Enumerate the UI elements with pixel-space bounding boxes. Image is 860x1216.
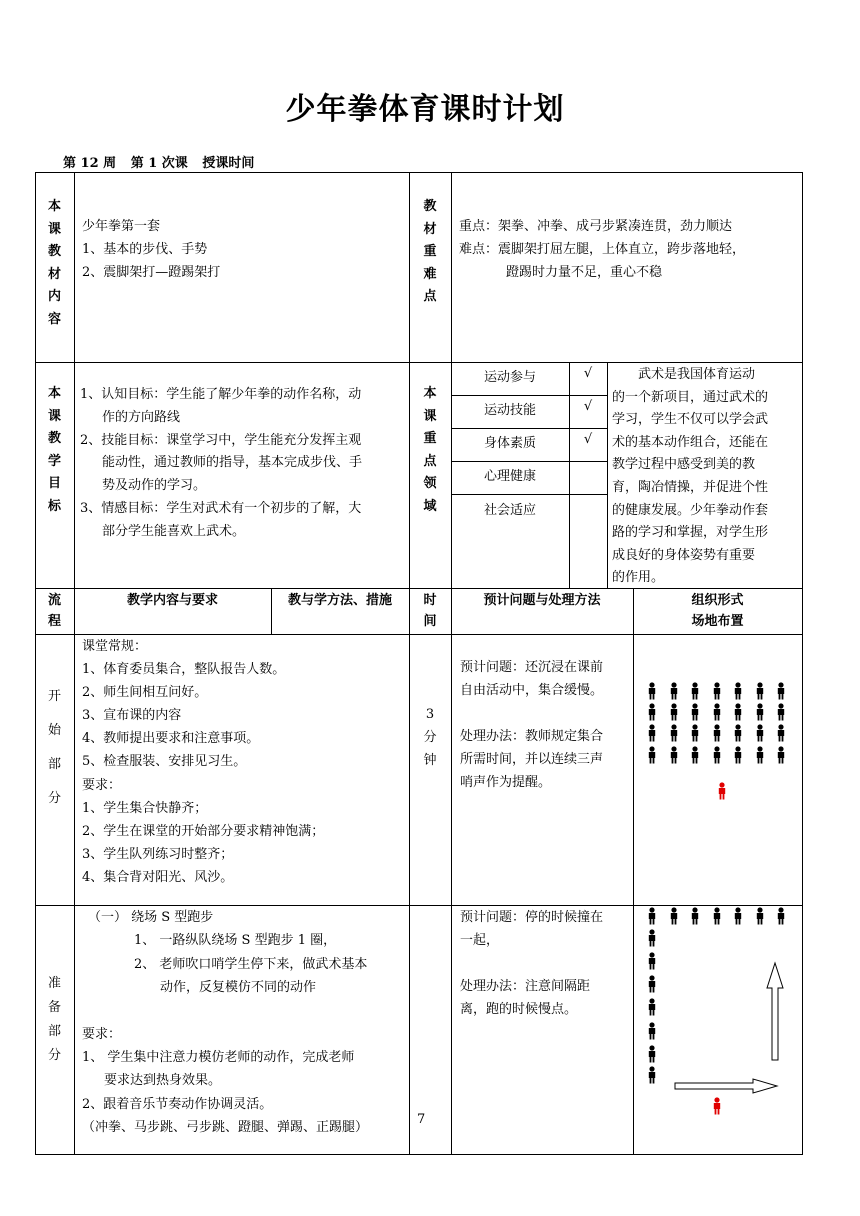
header-org: 组织形式 场地布置: [691, 593, 744, 629]
domain-name: 心理健康: [483, 469, 536, 484]
student-icon: [714, 703, 720, 720]
student-icon: [714, 724, 720, 741]
header-method: 教与学方法、措施: [287, 593, 392, 608]
student-icon: [671, 682, 677, 699]
student-icon: [671, 907, 677, 924]
section-label-prep: 准 备 部 分: [47, 976, 61, 1063]
student-icon: [735, 907, 741, 924]
domain-mark: √: [583, 399, 593, 414]
domain-mark: √: [583, 366, 593, 381]
student-icon: [692, 682, 698, 699]
teacher-icon: [719, 782, 725, 799]
row-label-domains: 本 课 重 点 领 域: [423, 386, 437, 514]
row-label-material: 本 课 教 材 内 容: [47, 199, 61, 327]
material-content: 少年拳第一套 1、基本的步伐、手势 2、震脚架打—蹬踢架打: [82, 219, 221, 280]
student-icon: [714, 746, 720, 763]
student-icon: [671, 724, 677, 741]
domain-name: 身体素质: [483, 436, 536, 451]
student-icon: [649, 929, 655, 946]
time-label: 授课时间: [202, 156, 255, 171]
domain-name: 运动参与: [483, 370, 536, 385]
start-time: 3 分 钟: [423, 707, 437, 768]
header-content: 教学内容与要求: [126, 593, 218, 608]
student-icon: [649, 1066, 655, 1083]
student-icon: [757, 724, 763, 741]
start-problems: 预计问题：还沉浸在课前 自由活动中，集合缓慢。 处理办法：教师规定集合 所需时间，并以连续三声 哨声作为提醒。: [460, 660, 604, 790]
up-arrow-icon: [767, 963, 783, 1060]
teaching-goals: 1、认知目标：学生能了解少年拳的动作名称，动 作的方向路线 2、技能目标：课堂学习中，学生能充分发挥主观 能动性，通过教师的指导，基本完成步伐、手 势及动作的学习。 3、情感目标：学生对武术有一个初步的了解，大 部分学生能喜欢上武术。: [80, 387, 363, 539]
key-points: 重点：架拳、冲拳、成弓步紧凑连贯，劲力顺达 难点：震脚架打屈左腿，上体直立，跨步落地轻， 蹬踢时力量不足，重心不稳: [459, 219, 746, 280]
start-formation-diagram: [633, 635, 802, 905]
student-icon: [649, 998, 655, 1015]
student-icon: [778, 724, 784, 741]
start-content: 课堂常规： 1、体育委员集合，整队报告人数。 2、师生间相互问好。 3、宣布课的内容 4、教师提出要求和注意事项。 5、检查服装、安排见习生。 要求： 1、学生集合快静齐； 2、学生在课堂的开始部分要求精神饱满； 3、学生队列练习时整齐； 4、集合背对阳光、风沙。: [82, 639, 325, 885]
student-icon: [757, 907, 763, 924]
student-icon: [649, 703, 655, 720]
student-icon: [649, 952, 655, 969]
student-icon: [649, 975, 655, 992]
prep-problems: 预计问题：停的时候撞在 一起， 处理办法：注意间隔距 离，跑的时候慢点。: [460, 910, 604, 1017]
student-icon: [735, 682, 741, 699]
student-icon: [671, 746, 677, 763]
student-icon: [649, 907, 655, 924]
student-icon: [671, 703, 677, 720]
student-icon: [757, 703, 763, 720]
student-icon: [714, 907, 720, 924]
domain-description: 武术是我国体育运动 的一个新项目，通过武术的 学习，学生不仅可以学会武 术的基本动作组合，还能在 教学过程中感受到美的教 育，陶冶情操，并促进个性 的健康发展。少年拳动作套 路的学习和掌握，对学生形 成良好的身体姿势有重要 的作用。: [612, 367, 769, 586]
student-icon: [692, 703, 698, 720]
teacher-icon: [714, 1097, 720, 1114]
prep-formation-diagram: [633, 905, 802, 1154]
right-arrow-icon: [675, 1079, 777, 1093]
student-icon: [692, 907, 698, 924]
lesson-label: 第 1 次课: [130, 156, 188, 171]
domain-name: 运动技能: [483, 403, 536, 418]
student-icon: [757, 746, 763, 763]
student-icon: [649, 1022, 655, 1039]
page-title: 少年拳体育课时计划: [285, 92, 565, 127]
student-icon: [735, 703, 741, 720]
student-icon: [692, 724, 698, 741]
section-label-start: 开 始 部 分: [47, 689, 61, 806]
student-icon: [649, 682, 655, 699]
prep-content: （一） 绕场 S 型跑步 1、 一路纵队绕场 S 型跑步 1 圈， 2、 老师吹口哨学生停下来，做武术基本 动作，反复模仿不同的动作 要求： 1、 学生集中注意力模仿老师的动作，完成老师 要求达到热身效果。 2、跟着音乐节奏动作协调灵活。 （冲拳、马步跳、弓步跳、蹬腿、弹踢、正踢腿）: [82, 910, 369, 1136]
lesson-meta: [63, 152, 264, 171]
header-problems: 预计问题与处理方法: [483, 593, 601, 608]
student-icon: [649, 1045, 655, 1062]
student-icon: [778, 746, 784, 763]
student-icon: [649, 746, 655, 763]
week-label: 第 12 周: [63, 156, 117, 171]
row-label-key-points: 教 材 重 难 点: [423, 199, 437, 304]
student-icon: [692, 746, 698, 763]
student-icon: [757, 682, 763, 699]
header-time: 时 间: [423, 593, 437, 629]
student-icon: [735, 746, 741, 763]
prep-time: 7: [417, 1112, 426, 1127]
header-flow: 流 程: [47, 593, 61, 629]
student-icon: [778, 907, 784, 924]
row-label-goals: 本 课 教 学 目 标: [47, 386, 61, 514]
student-icon: [714, 682, 720, 699]
student-icon: [649, 724, 655, 741]
domain-mark: √: [583, 432, 593, 447]
student-icon: [778, 703, 784, 720]
student-icon: [778, 682, 784, 699]
student-icon: [735, 724, 741, 741]
domain-name: 社会适应: [483, 503, 536, 518]
